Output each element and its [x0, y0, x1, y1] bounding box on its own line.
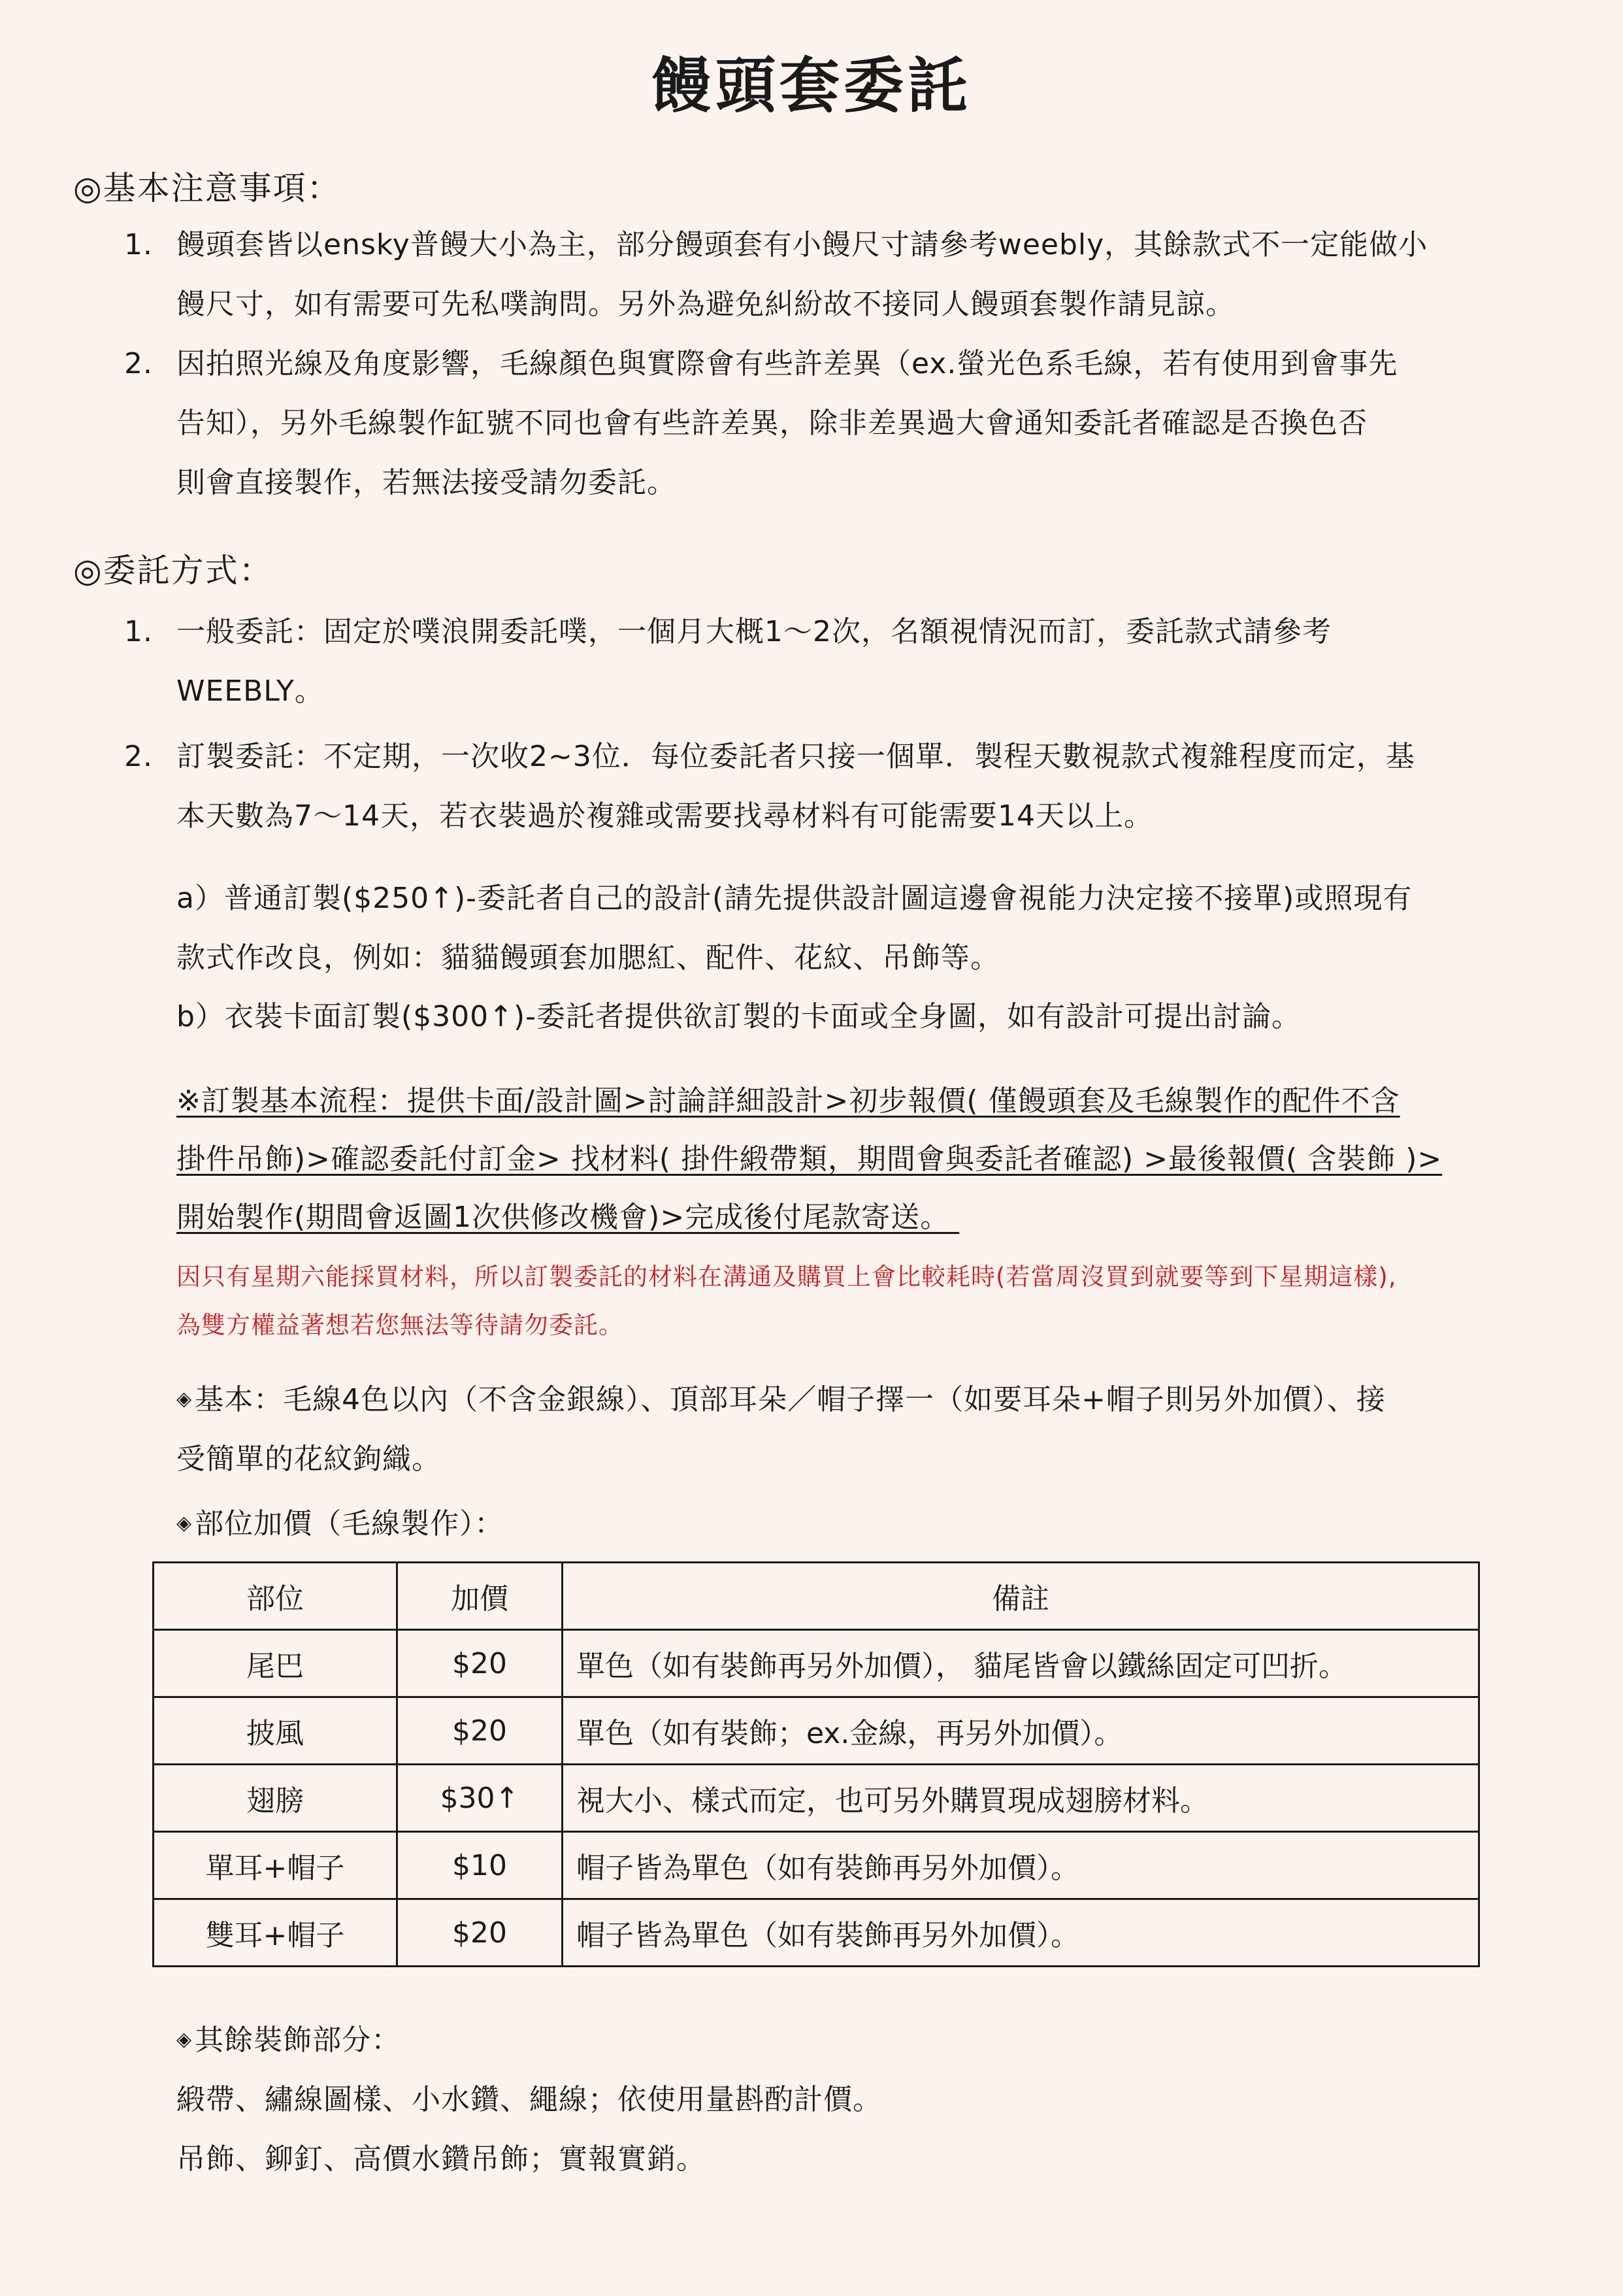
- list-line: 告知），另外毛線製作缸號不同也會有些許差異，除非差異過大會通知委託者確認是否換色否: [176, 407, 1368, 440]
- table-row: [154, 1697, 1479, 1765]
- table-cell: $10: [397, 1832, 563, 1899]
- parts-heading: [176, 1493, 1549, 1554]
- list-line: 訂製委託：不定期，一次收2~3位．每位委託者只接一個單．製程天數視款式複雜程度而定，基: [176, 740, 1415, 773]
- decor-heading: 其餘裝飾部分：: [195, 2023, 401, 2057]
- list-line: WEEBLY。: [176, 674, 324, 708]
- notice-line: 為雙方權益著想若您無法等待請勿委託。: [176, 1311, 623, 1339]
- table-row: [154, 1899, 1479, 1967]
- list-line: 則會直接製作，若無法接受請勿委託。: [176, 466, 676, 499]
- table-cell: 翅膀: [154, 1765, 397, 1832]
- table-cell: 單耳+帽子: [154, 1832, 397, 1899]
- parts-heading-text: 部位加價（毛線製作）：: [195, 1507, 504, 1540]
- process-flow: [176, 1072, 1549, 1246]
- table-cell: 視大小、樣式而定，也可另外購買現成翅膀材料。: [563, 1765, 1479, 1832]
- diamond-bullet-icon: ◈: [176, 2028, 193, 2051]
- diamond-bullet-icon: ◈: [176, 1388, 193, 1410]
- option-b-text: b）衣裝卡面訂製($300↑)-委託者提供欲訂製的卡面或全身圖，如有設計可提出討論。: [176, 1000, 1301, 1033]
- list-line: 因拍照光線及角度影響，毛線顏色與實際會有些許差異（ex.螢光色系毛線，若有使用到會事先: [176, 347, 1398, 380]
- table-cell: $20: [397, 1630, 563, 1697]
- table-cell: 帽子皆為單色（如有裝飾再另外加價）。: [563, 1899, 1479, 1967]
- column-header: 備註: [563, 1563, 1479, 1630]
- table-cell: 單色（如有裝飾；ex.金線，再另外加價）。: [563, 1697, 1479, 1765]
- list-number: 2.: [124, 347, 153, 380]
- list-line: 饅頭套皆以ensky普饅大小為主，部分饅頭套有小饅尺寸請參考weebly，其餘款式不一定能做小: [176, 228, 1428, 261]
- table-row: [154, 1630, 1479, 1697]
- decor-line: 吊飾、鉚釘、高價水鑽吊飾；實報實銷。: [176, 2142, 706, 2176]
- basic-info: [176, 1369, 1549, 1489]
- table-cell: 披風: [154, 1697, 397, 1765]
- list-line: 饅尺寸，如有需要可先私噗詢問。另外為避免糾紛故不接同人饅頭套製作請見諒。: [176, 288, 1235, 321]
- list-number: 1.: [124, 228, 153, 261]
- list-line: 本天數為7～14天，若衣裝過於複雜或需要找尋材料有可能需要14天以上。: [176, 799, 1153, 833]
- option-line: a）普通訂製($250↑)-委託者自己的設計(請先提供設計圖這邊會視能力決定接不接單)或照現有: [176, 882, 1413, 915]
- table-header-row: [154, 1563, 1479, 1630]
- decor-section: [176, 2010, 1549, 2189]
- price-table: [152, 1561, 1480, 1967]
- table-cell: $20: [397, 1899, 563, 1967]
- column-header: 部位: [154, 1563, 397, 1630]
- option-line: 款式作改良，例如：貓貓饅頭套加腮紅、配件、花紋、吊飾等。: [176, 941, 1000, 974]
- table-cell: 雙耳+帽子: [154, 1899, 397, 1967]
- table-row: [154, 1832, 1479, 1899]
- section-heading-basic-notes: ◎基本注意事項：: [73, 169, 341, 207]
- decor-line: 緞帶、繡線圖樣、小水鑽、繩線；依使用量斟酌計價。: [176, 2083, 882, 2116]
- list-line: 一般委託：固定於噗浪開委託噗，一個月大概1～2次，名額視情況而訂，委託款式請參考: [176, 615, 1332, 648]
- table-cell: 帽子皆為單色（如有裝飾再另外加價）。: [563, 1832, 1479, 1899]
- table-cell: 尾巴: [154, 1630, 397, 1697]
- option-a-text: [176, 869, 1549, 988]
- section-heading-commission-methods: ◎委託方式：: [73, 552, 273, 590]
- notice-line: 因只有星期六能採買材料，所以訂製委託的材料在溝通及購買上會比較耗時(若當周沒買到就要等到下星期這樣),: [176, 1263, 1397, 1291]
- flow-line: 開始製作(期間會返圖1次供修改機會)>完成後付尾款寄送。: [176, 1201, 960, 1234]
- basic-line: 受簡單的花紋鉤織。: [176, 1442, 441, 1476]
- column-header: 加價: [397, 1563, 563, 1630]
- flow-line: 掛件吊飾)>確認委託付訂金> 找材料( 掛件緞帶類，期間會與委託者確認) >最後報價( 含裝飾 )>: [176, 1142, 1443, 1176]
- diamond-bullet-icon: ◈: [176, 1512, 193, 1535]
- basic-line: 基本：毛線4色以內（不含金銀線）、頂部耳朵／帽子擇一（如要耳朵+帽子則另外加價）、接: [195, 1383, 1386, 1416]
- list-number: 1.: [124, 615, 153, 648]
- flow-line: ※訂製基本流程：提供卡面/設計圖>討論詳細設計>初步報價( 僅饅頭套及毛線製作的配件不含: [176, 1084, 1400, 1118]
- table-cell: $20: [397, 1697, 563, 1765]
- table-cell: $30↑: [397, 1765, 563, 1832]
- page-title: 饅頭套委託: [651, 51, 972, 121]
- table-cell: 單色（如有裝飾再另外加價）， 貓尾皆會以鐵絲固定可凹折。: [563, 1630, 1479, 1697]
- notice-red-text: [176, 1253, 1562, 1350]
- list-number: 2.: [124, 740, 153, 773]
- table-row: [154, 1765, 1479, 1832]
